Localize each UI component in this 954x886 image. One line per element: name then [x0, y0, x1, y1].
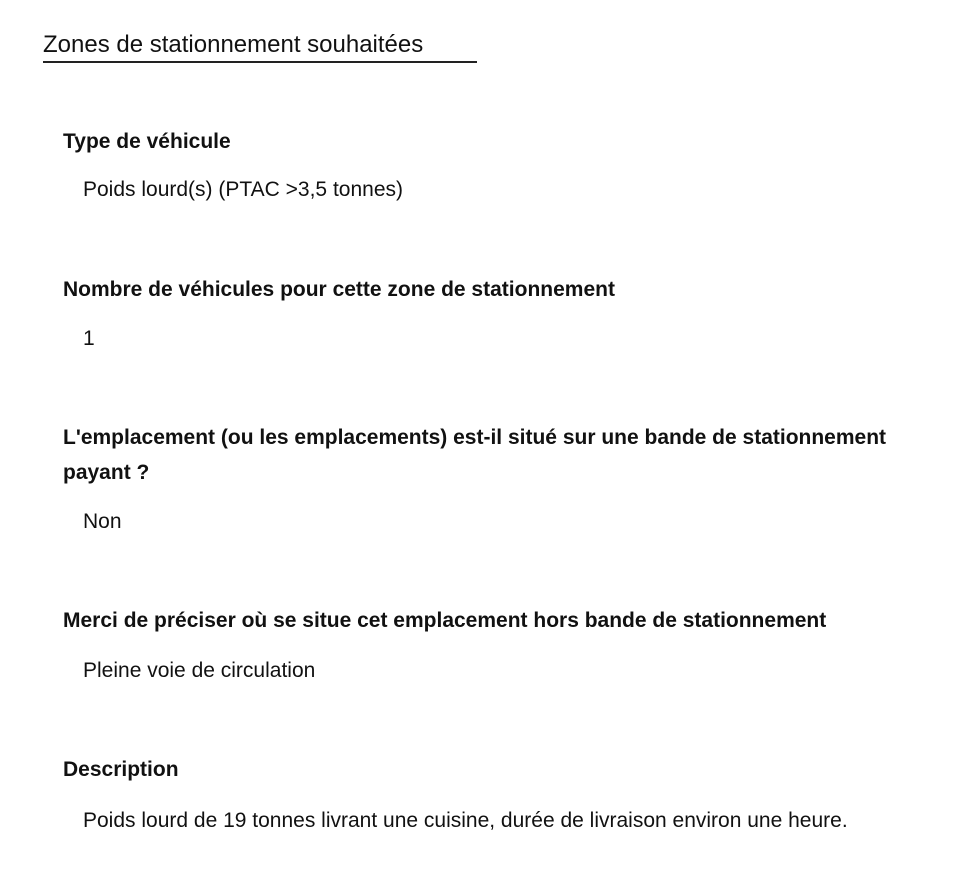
field-vehicle-type [63, 124, 933, 204]
field-value: 1 [83, 327, 95, 350]
field-label: Merci de préciser où se situe cet emplacement hors bande de stationnement [63, 609, 827, 632]
field-value: Poids lourd de 19 tonnes livrant une cuisine, durée de livraison environ une heure. [83, 809, 848, 832]
field-label: L'emplacement (ou les emplacements) est-il situé sur une bande de stationnement payant ? [63, 426, 887, 484]
field-label: Nombre de véhicules pour cette zone de stationnement [63, 278, 615, 301]
field-vehicle-count [63, 272, 933, 353]
field-label: Description [63, 758, 179, 781]
field-value: Poids lourd(s) (PTAC >3,5 tonnes) [83, 178, 403, 201]
field-paid-parking [63, 420, 933, 536]
field-value: Non [83, 510, 122, 533]
field-label: Type de véhicule [63, 130, 231, 153]
field-value: Pleine voie de circulation [83, 659, 316, 682]
section-title: Zones de stationnement souhaitées [43, 31, 424, 58]
field-description [63, 752, 933, 835]
field-location-outside [63, 603, 933, 685]
section-title-underline [43, 61, 477, 63]
